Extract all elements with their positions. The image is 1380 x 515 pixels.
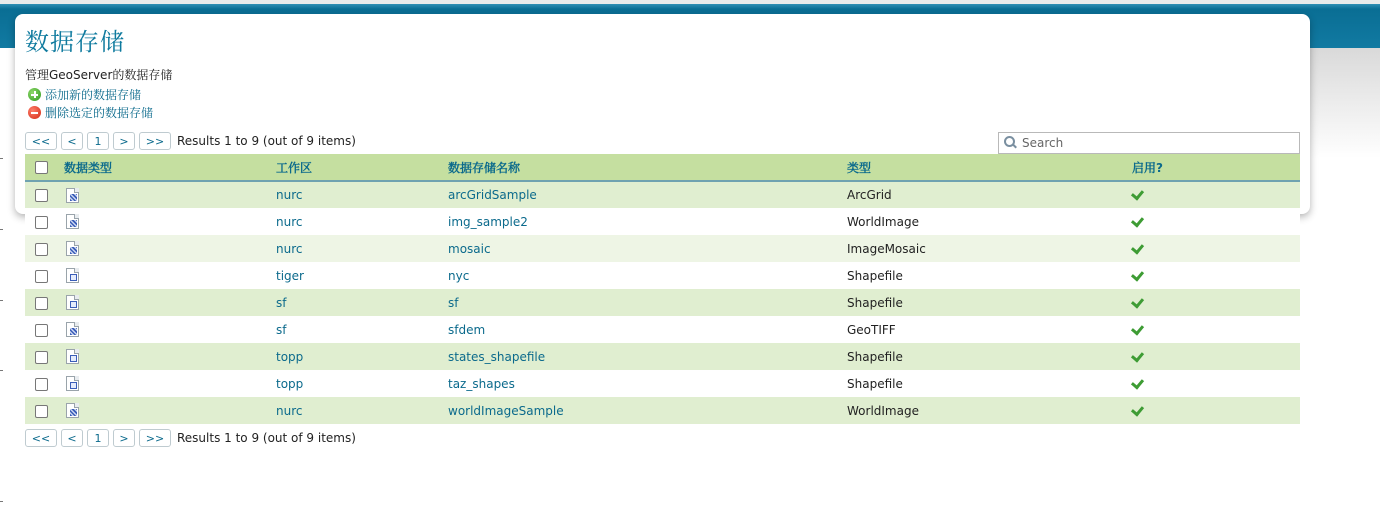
enabled-check-icon xyxy=(1133,324,1147,334)
search-box xyxy=(998,132,1300,154)
pager-last-button[interactable]: >> xyxy=(139,429,171,447)
raster-icon xyxy=(66,188,79,203)
vector-icon xyxy=(66,376,79,391)
pager-next-button[interactable]: > xyxy=(113,429,135,447)
pager-results-text: Results 1 to 9 (out of 9 items) xyxy=(177,431,356,445)
enabled-check-icon xyxy=(1133,378,1147,388)
store-name-link[interactable]: taz_shapes xyxy=(448,376,515,391)
pager-prev-button[interactable]: < xyxy=(61,429,83,447)
store-type: WorldImage xyxy=(847,214,919,229)
search-icon xyxy=(1004,136,1018,150)
row-checkbox[interactable] xyxy=(35,270,48,283)
workspace-link[interactable]: nurc xyxy=(276,214,303,229)
table-row xyxy=(25,235,1300,262)
left-edge-marks xyxy=(0,0,6,515)
workspace-link[interactable]: nurc xyxy=(276,188,303,202)
workspace-link[interactable]: topp xyxy=(276,376,304,391)
pager-results-text: Results 1 to 9 (out of 9 items) xyxy=(177,134,356,148)
store-name-link[interactable]: nyc xyxy=(448,268,470,283)
store-name-link[interactable]: worldImageSample xyxy=(448,403,564,418)
pager-first-button[interactable]: << xyxy=(25,132,57,150)
enabled-check-icon xyxy=(1133,270,1147,280)
workspace-link[interactable]: sf xyxy=(276,295,287,310)
store-name-link[interactable]: mosaic xyxy=(448,241,491,256)
enabled-check-icon xyxy=(1133,297,1147,307)
remove-datastores-link[interactable] xyxy=(28,104,153,121)
workspace-link[interactable]: topp xyxy=(276,349,304,364)
pager-top xyxy=(25,132,356,150)
table-row xyxy=(25,208,1300,235)
pager-last-button[interactable]: >> xyxy=(139,132,171,150)
store-type: ImageMosaic xyxy=(847,241,926,256)
row-checkbox[interactable] xyxy=(35,324,48,337)
column-header-data-type[interactable]: 数据类型 xyxy=(64,154,276,181)
workspace-link[interactable]: sf xyxy=(276,322,287,337)
table-row xyxy=(25,343,1300,370)
store-type: Shapefile xyxy=(847,376,903,391)
store-type: WorldImage xyxy=(847,403,919,418)
store-name-link[interactable]: sf xyxy=(448,295,459,310)
table-header-row xyxy=(25,154,1300,181)
store-type: Shapefile xyxy=(847,268,903,283)
remove-icon xyxy=(28,106,41,119)
store-name-link[interactable]: arcGridSample xyxy=(448,188,537,202)
vector-icon xyxy=(66,268,79,283)
vector-icon xyxy=(66,295,79,310)
store-name-link[interactable]: sfdem xyxy=(448,322,486,337)
pager-prev-button[interactable]: < xyxy=(61,132,83,150)
enabled-check-icon xyxy=(1133,405,1147,415)
row-checkbox[interactable] xyxy=(35,216,48,229)
enabled-check-icon xyxy=(1133,189,1147,199)
raster-icon xyxy=(66,403,79,418)
row-checkbox[interactable] xyxy=(35,243,48,256)
store-name-link[interactable]: img_sample2 xyxy=(448,214,528,229)
row-checkbox[interactable] xyxy=(35,297,48,310)
workspace-link[interactable]: nurc xyxy=(276,241,303,256)
workspace-link[interactable]: tiger xyxy=(276,268,304,283)
enabled-check-icon xyxy=(1133,243,1147,253)
table-row xyxy=(25,181,1300,208)
column-header-type[interactable]: 类型 xyxy=(847,154,1132,181)
pager-next-button[interactable]: > xyxy=(113,132,135,150)
raster-icon xyxy=(66,322,79,337)
table-row xyxy=(25,370,1300,397)
row-checkbox[interactable] xyxy=(35,378,48,391)
enabled-check-icon xyxy=(1133,351,1147,361)
workspace-link[interactable]: nurc xyxy=(276,403,303,418)
table-row xyxy=(25,316,1300,343)
vector-icon xyxy=(66,349,79,364)
table-row xyxy=(25,262,1300,289)
pager-bottom xyxy=(25,429,356,447)
table-row xyxy=(25,289,1300,316)
row-checkbox[interactable] xyxy=(35,405,48,418)
store-type: Shapefile xyxy=(847,295,903,310)
add-datastore-label: 添加新的数据存储 xyxy=(45,88,142,102)
table-row xyxy=(25,397,1300,424)
remove-datastores-label: 删除选定的数据存储 xyxy=(45,106,154,120)
raster-icon xyxy=(66,241,79,256)
column-header-enabled[interactable]: 启用? xyxy=(1132,154,1300,181)
search-input[interactable] xyxy=(1018,134,1288,152)
store-type: ArcGrid xyxy=(847,188,892,202)
add-icon xyxy=(28,88,41,101)
raster-icon xyxy=(66,214,79,229)
select-all-checkbox[interactable] xyxy=(35,161,48,174)
row-checkbox[interactable] xyxy=(35,189,48,202)
column-header-workspace[interactable]: 工作区 xyxy=(276,154,448,181)
page-description: 管理GeoServer的数据存储 xyxy=(25,68,173,82)
store-type: GeoTIFF xyxy=(847,322,896,337)
add-datastore-link[interactable] xyxy=(28,86,141,103)
page-title: 数据存储 xyxy=(25,28,125,56)
pager-page-button[interactable]: 1 xyxy=(87,429,109,447)
store-type: Shapefile xyxy=(847,349,903,364)
store-name-link[interactable]: states_shapefile xyxy=(448,349,546,364)
datastores-table xyxy=(25,154,1300,424)
pager-first-button[interactable]: << xyxy=(25,429,57,447)
column-header-store-name[interactable]: 数据存储名称 xyxy=(448,154,847,181)
row-checkbox[interactable] xyxy=(35,351,48,364)
enabled-check-icon xyxy=(1133,216,1147,226)
pager-page-button[interactable]: 1 xyxy=(87,132,109,150)
